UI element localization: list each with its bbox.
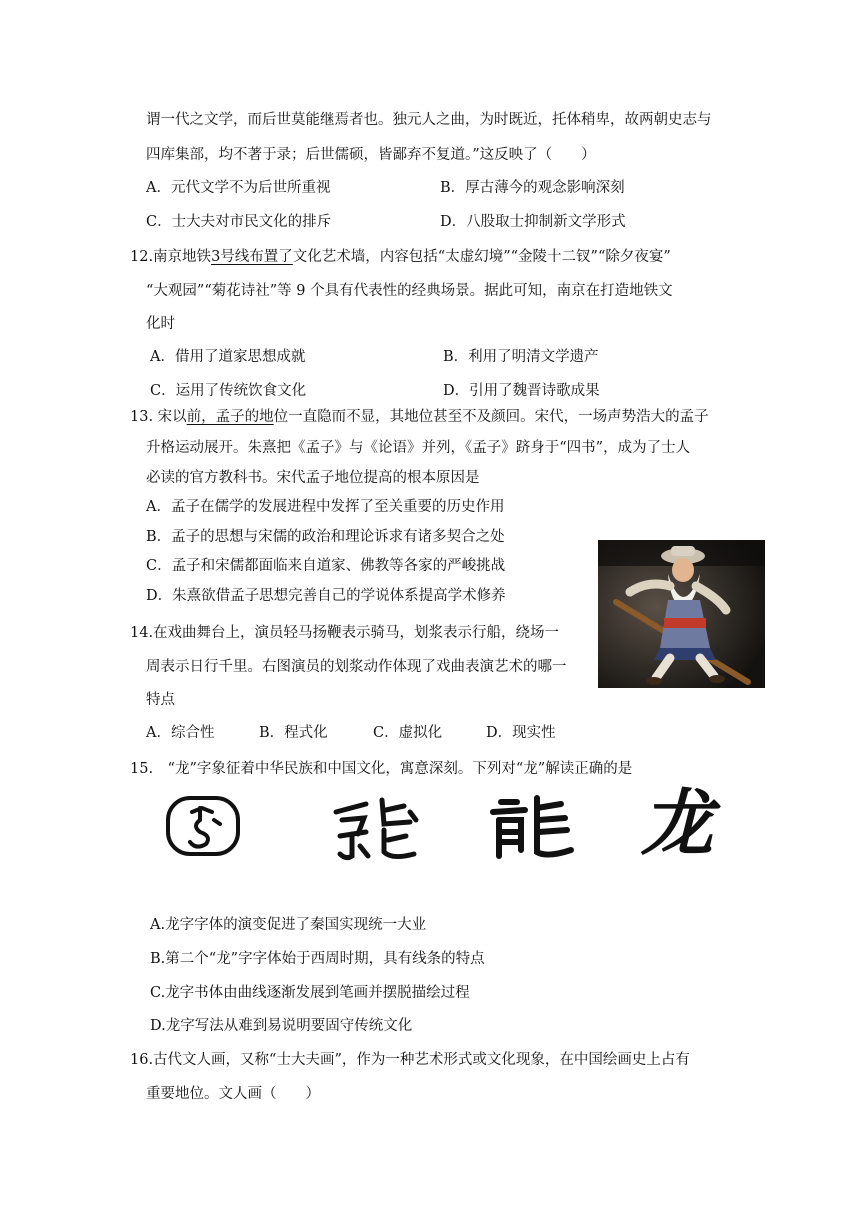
q12-option-b: B．利用了明清文学遗产 [443, 349, 599, 365]
q12-stem-line1 [130, 247, 671, 267]
q13-option-d: D．朱熹欲借孟子思想完善自己的学说体系提高学术修养 [146, 588, 506, 604]
q11-stem-line2: 四库集部，均不著于录；后世儒硕，皆鄙弃不复道。”这反映了（ ） [146, 147, 596, 163]
q11-option-d: D．八股取士抑制新文学形式 [440, 214, 626, 230]
seal-script-glyph-icon [330, 790, 424, 865]
q16-stem-line2: 重要地位。文人画（ ） [146, 1086, 320, 1102]
q12-number-prefix: 12.南京地铁 [130, 249, 212, 265]
q15-stem: 15. “龙”字象征着中华民族和中国文化，寓意深刻。下列对“龙”解读正确的是 [130, 761, 633, 777]
q13-underlined-text: 前，孟子的地 [186, 409, 274, 425]
q13-option-a: A．孟子在儒学的发展进程中发挥了至关重要的历史作用 [146, 499, 505, 515]
dragon-oracle-bone-glyph [162, 790, 244, 865]
q11-option-b: B．厚古薄今的观念影响深刻 [440, 180, 625, 196]
q13-stem-line2: 升格运动展开。朱熹把《孟子》与《论语》并列，《孟子》跻身于“四书”，成为了士人 [146, 440, 691, 456]
opera-performer-photo [598, 540, 765, 688]
dragon-traditional-glyph [487, 790, 577, 865]
q14-option-b: B．程式化 [259, 725, 328, 741]
q12-underlined-text: 3号线布置了 [211, 249, 293, 265]
q15-option-b: B.第二个“龙”字字体始于西周时期，具有线条的特点 [150, 951, 485, 967]
q13-option-c: C．孟子和宋儒都面临来自道家、佛教等各家的严峻挑战 [146, 558, 506, 574]
q13-stem-line1 [130, 407, 709, 427]
q11-stem-line1: 谓一代之文学，而后世莫能继焉者也。独元人之曲，为时既近，托体稍卑，故两朝史志与 [146, 112, 712, 128]
q15-option-c: C.龙字书体由曲线逐渐发展到笔画并摆脱描绘过程 [150, 985, 470, 1001]
q12-option-d: D．引用了魏晋诗歌成果 [443, 383, 600, 399]
q13-option-b: B．孟子的思想与宋儒的政治和理论诉求有诸多契合之处 [146, 529, 505, 545]
q16-stem-line1: 16.古代文人画，又称“士大夫画”，作为一种艺术形式或文化现象，在中国绘画史上占有 [130, 1052, 690, 1068]
q13-stem-line3: 必读的官方教科书。宋代孟子地位提高的根本原因是 [146, 470, 480, 486]
q13-number-prefix: 13. 宋以 [130, 409, 187, 425]
dragon-seal-script-glyph [330, 790, 424, 865]
q14-stem-line2: 周表示日行千里。右图演员的划浆动作体现了戏曲表演艺术的哪一 [146, 659, 567, 675]
oracle-seal-glyph-icon [162, 790, 244, 860]
q14-stem-line1: 14.在戏曲舞台上，演员轻马扬鞭表示骑马，划浆表示行船，绕场一 [130, 625, 560, 641]
q11-option-a: A．元代文学不为后世所重视 [146, 180, 331, 196]
q14-option-c: C．虚拟化 [373, 725, 443, 741]
q12-option-a: A．借用了道家思想成就 [150, 349, 306, 365]
dragon-simplified-glyph [635, 781, 735, 865]
q14-option-d: D．现实性 [486, 725, 556, 741]
q12-stem-rest: 文化艺术墙，内容包括“太虚幻境”“金陵十二钗”“除夕夜宴” [292, 249, 671, 265]
dragon-simplified-char: 龙 [641, 781, 714, 865]
q13-stem-rest: 位一直隐而不显，其地位甚至不及颜回。宋代，一场声势浩大的孟子 [273, 409, 709, 425]
clerical-script-glyph-icon [487, 790, 577, 865]
q12-stem-line2: “大观园”“菊花诗社”等 9 个具有代表性的经典场景。据此可知，南京在打造地铁文 [146, 283, 673, 299]
q14-stem-line3: 特点 [146, 692, 175, 708]
opera-performer-illustration [598, 540, 765, 688]
q14-option-a: A．综合性 [146, 725, 215, 741]
q12-stem-line3: 化时 [146, 316, 175, 332]
q12-option-c: C．运用了传统饮食文化 [150, 383, 307, 399]
q11-option-c: C．士大夫对市民文化的排斥 [146, 214, 332, 230]
q15-option-a: A.龙字字体的演变促进了秦国实现统一大业 [150, 917, 427, 933]
q15-option-d: D.龙字写法从难到易说明要固守传统文化 [150, 1018, 413, 1034]
